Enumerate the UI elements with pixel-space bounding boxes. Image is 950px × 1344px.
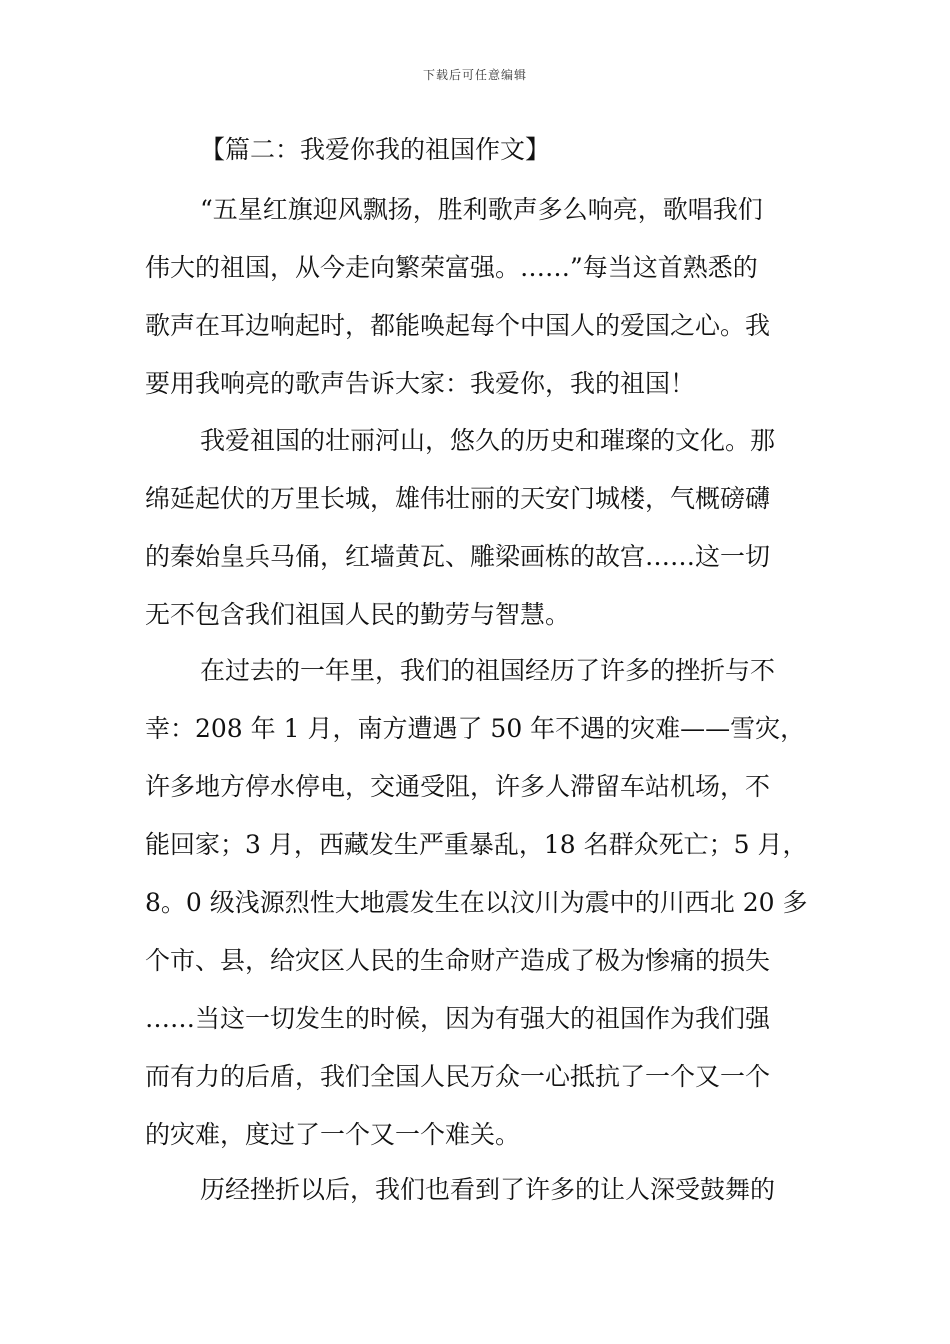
paragraph-line: 而有力的后盾，我们全国人民万众一心抵抗了一个又一个: [145, 1062, 771, 1091]
paragraph-1: [145, 181, 805, 413]
paragraph-line: “五星红旗迎风飘扬，胜利歌声多么响亮，歌唱我们: [200, 195, 763, 224]
paragraph-line: 个市、县，给灾区人民的生命财产造成了极为惨痛的损失: [145, 946, 771, 975]
paragraph-2: [145, 412, 805, 644]
paragraph-line: ……当这一切发生的时候，因为有强大的祖国作为我们强: [145, 1004, 771, 1033]
paragraph-line: 绵延起伏的万里长城，雄伟壮丽的天安门城楼，气概磅礴: [145, 484, 771, 513]
paragraph-line: 要用我响亮的歌声告诉大家：我爱你，我的祖国！: [145, 369, 696, 398]
paragraph-line: 历经挫折以后，我们也看到了许多的让人深受鼓舞的: [200, 1175, 776, 1204]
paragraph-line: 歌声在耳边响起时，都能唤起每个中国人的爱国之心。我: [145, 311, 771, 340]
paragraph-line: 的灾难，度过了一个又一个难关。: [145, 1120, 521, 1149]
paragraph-line: 的秦始皇兵马俑，红墙黄瓦、雕梁画栋的故宫……这一切: [145, 542, 771, 571]
paragraph-3: [145, 642, 808, 1164]
paragraph-line: 我爱祖国的壮丽河山，悠久的历史和璀璨的文化。那: [200, 426, 776, 455]
paragraph-line: 幸：208 年 1 月，南方遭遇了 50 年不遇的灾难——雪灾，: [145, 714, 806, 743]
paragraph-line: 8。0 级浅源烈性大地震发生在以汶川为震中的川西北 20 多: [145, 888, 808, 917]
paragraph-4: [145, 1161, 805, 1219]
paragraph-line: 无不包含我们祖国人民的勤劳与智慧。: [145, 600, 571, 629]
paragraph-line: 能回家；3 月，西藏发生严重暴乱，18 名群众死亡；5 月，: [145, 830, 808, 859]
paragraph-line: 在过去的一年里，我们的祖国经历了许多的挫折与不: [200, 656, 776, 685]
page-header-note: 下载后可任意编辑: [422, 68, 527, 82]
article-title: 【篇二：我爱你我的祖国作文】: [200, 135, 551, 164]
paragraph-line: 许多地方停水停电，交通受阻，许多人滞留车站机场，不: [145, 772, 771, 801]
paragraph-line: 伟大的祖国，从今走向繁荣富强。……”每当这首熟悉的: [145, 253, 758, 282]
